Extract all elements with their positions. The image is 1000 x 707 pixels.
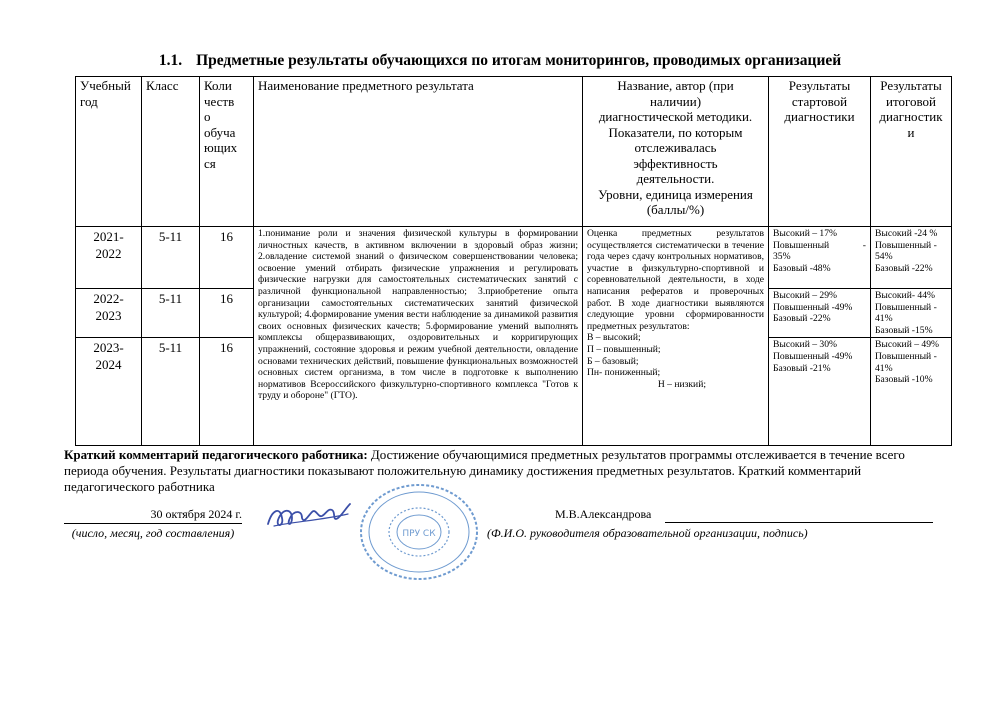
director-name: М.В.Александрова	[555, 507, 652, 521]
comment-text: Достижение обучающимися предметных результатов программы отслеживается в течение всего периода обучения. Результаты диагностики показывают положительную динамику достижения предметных результатов. Краткий комментарий педагогического работника	[64, 447, 905, 494]
cell-class: 5-11	[142, 338, 200, 446]
header-method: Название, автор (при наличии) диагностической методики. Показатели, по которым отслеживалась эффективность деятельности. Уровни, единица измерения (баллы/%)	[583, 77, 769, 227]
signature-line	[665, 522, 933, 523]
comment-label: Краткий комментарий педагогического работника:	[64, 447, 368, 462]
cell-subject-results: 1.понимание роли и значения физической культуры в формировании личностных качеств, в активном включении в здоровый образ жизни; 2.овладение системой знаний о физическом совершенствовании человека; освоение умений отбирать физические упражнения и регулировать физические нагрузки для самостоятельных систематических занятий с различной функциональной направленностью; 3.приобретение опыта организации самостоятельных систематических занятий физической культурой; 4.формирование умения вести наблюдение за динамикой развития своих основных физических качеств; 5.формирование умений выполнять комплексы общеразвивающих, оздоровительных и корригирующих упражнений, состояние здоровья и режим учебной деятельности, овладение основами технических действий, повышение функциональных возможностей основных систем организма, в том числе в подготовке к выполнению нормативов Всероссийского физкультурно-спортивного комплекса "Готов к труду и обороне" (ГТО).	[254, 227, 583, 446]
cell-class: 5-11	[142, 227, 200, 289]
cell-count: 16	[200, 227, 254, 289]
header-start-results: Результаты стартовой диагностики	[769, 77, 871, 227]
section-title-text: Предметные результаты обучающихся по итогам мониторингов, проводимых организацией	[196, 52, 842, 69]
stamp-text: ПРУ СК	[402, 529, 436, 539]
cell-start-results: Высокий – 17% Повышенный - 35% Базовый -48%	[769, 227, 871, 289]
level-high: В – высокий;	[587, 332, 641, 344]
name-caption: (Ф.И.О. руководителя образовательной организации, подпись)	[487, 526, 808, 540]
cell-year: 2021- 2022	[76, 227, 142, 289]
table-row	[76, 227, 952, 289]
level-basic: Б – базовый;	[587, 355, 639, 367]
handwritten-signature	[262, 496, 357, 536]
level-lowered: Пн- пониженный;	[587, 367, 661, 379]
level-raised: П – повышенный;	[587, 343, 661, 355]
cell-year: 2022- 2023	[76, 289, 142, 338]
cell-final-results: Высокий – 49% Повышенный - 41% Базовый -10%	[871, 338, 952, 446]
header-year: Учебный год	[76, 77, 142, 227]
header-final-results: Результаты итоговой диагностик и	[871, 77, 952, 227]
cell-final-results: Высокий -24 % Повышенный - 54% Базовый -22%	[871, 227, 952, 289]
cell-final-results: Высокий- 44% Повышенный - 41% Базовый -15%	[871, 289, 952, 338]
cell-class: 5-11	[142, 289, 200, 338]
section-number: 1.1.	[158, 52, 183, 69]
date-caption: (число, месяц, год составления)	[71, 526, 235, 540]
method-text: Оценка предметных результатов осуществляется систематически в течение года через сдачу контрольных нормативов, участие в физкультурно-спортивной и соревновательной деятельности, в ходе написания рефератов и проверочных работ. В ходе диагностики выявляются следующие уровни сформированности предметных результатов:	[587, 228, 764, 332]
header-result-name: Наименование предметного результата	[254, 77, 583, 227]
results-table	[75, 76, 952, 446]
table-header-row	[76, 77, 952, 227]
cell-method	[583, 227, 769, 446]
level-low: Н – низкий;	[657, 378, 706, 390]
official-stamp	[358, 482, 480, 582]
cell-start-results: Высокий – 30% Повышенный -49% Базовый -21%	[769, 338, 871, 446]
teacher-comment	[64, 447, 942, 495]
cell-start-results: Высокий – 29% Повышенный -49% Базовый -22%	[769, 289, 871, 338]
section-title	[0, 52, 1000, 70]
header-class: Класс	[142, 77, 200, 227]
cell-year: 2023- 2024	[76, 338, 142, 446]
header-count: Коли честв о обуча ющих ся	[200, 77, 254, 227]
date-value: 30 октября 2024 г.	[64, 507, 242, 524]
cell-count: 16	[200, 338, 254, 446]
cell-count: 16	[200, 289, 254, 338]
